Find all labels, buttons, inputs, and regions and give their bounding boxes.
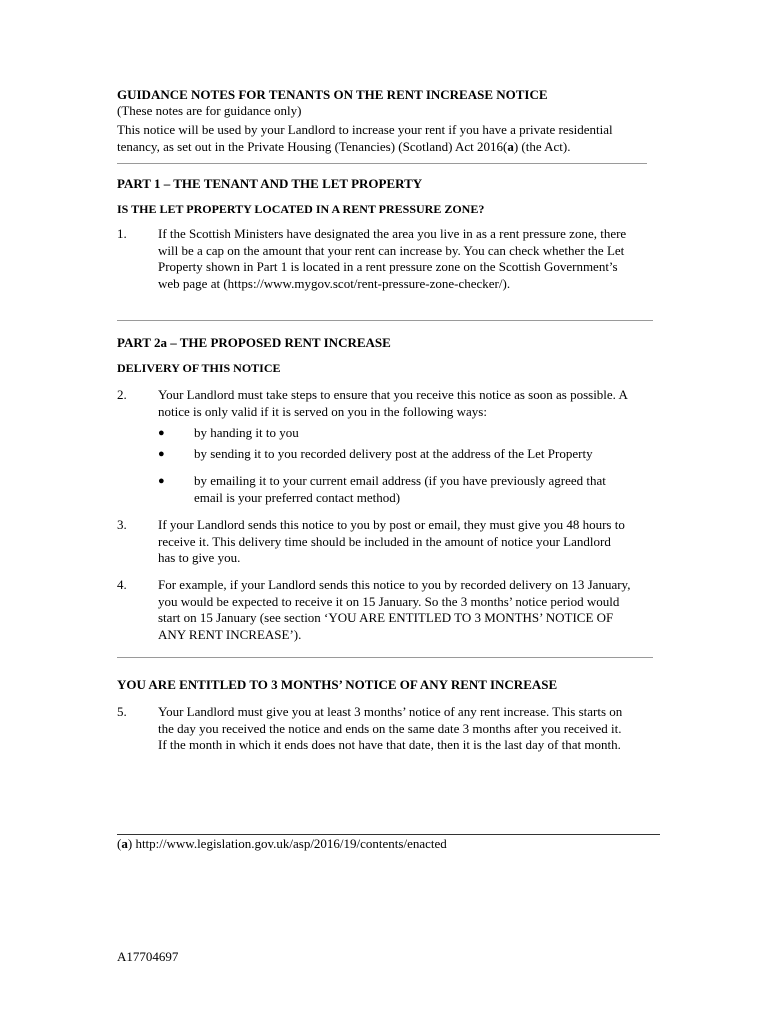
- bullet-text: [194, 473, 654, 506]
- text-line: ANY RENT INCREASE’).: [158, 626, 302, 642]
- intro-line: [117, 139, 677, 156]
- item-5-text: [158, 704, 658, 754]
- divider: [117, 320, 653, 321]
- text-line: you would be expected to receive it on 15 January. So the 3 months’ notice period would: [158, 593, 620, 609]
- footnote-ref: a: [507, 138, 514, 154]
- footnote-paren: ): [127, 836, 133, 851]
- text-line: will be a cap on the amount that your rent can increase by. You can check whether the Let: [158, 242, 625, 258]
- text-line: If the month in which it ends does not have that date, then it is the last day of that month.: [158, 737, 621, 752]
- text-line: by emailing it to your current email address (if you have previously agreed that: [194, 473, 606, 488]
- item-3-text: [158, 517, 658, 567]
- text-line: notice is only valid if it is served on you in the following ways:: [158, 403, 487, 419]
- item-4-text: [158, 577, 658, 643]
- item-number: 2.: [117, 387, 127, 402]
- footnote: [117, 836, 447, 853]
- footnote-paren: (: [117, 836, 122, 851]
- intro-paragraph: [117, 122, 677, 155]
- item-number: 4.: [117, 577, 127, 592]
- text-line: start on 15 January (see section ‘YOU ARE ENTITLED TO 3 MONTHS’ NOTICE OF: [158, 610, 614, 625]
- text-line: web page at (https://www.mygov.scot/rent-pressure-zone-checker/).: [158, 275, 511, 291]
- bullet-icon: ●: [158, 448, 165, 460]
- text-line: has to give you.: [158, 550, 241, 565]
- text-line: Your Landlord must give you at least 3 months’ notice of any rent increase. This starts on: [158, 704, 623, 719]
- text-line: For example, if your Landlord sends this notice to you by recorded delivery on 13 January,: [158, 577, 631, 592]
- text-line: If the Scottish Ministers have designated the area you live in as a rent pressure zone, there: [158, 226, 627, 241]
- item-2-text: [158, 387, 658, 420]
- text-line: receive it. This delivery time should be included in the amount of notice your Landlord: [158, 533, 611, 549]
- document-title: GUIDANCE NOTES FOR TENANTS ON THE RENT INCREASE NOTICE: [117, 87, 548, 102]
- intro-text: ) (the Act).: [513, 138, 571, 154]
- item-1-text: [158, 226, 658, 292]
- text-line: Your Landlord must take steps to ensure that you receive this notice as soon as possible. A: [158, 387, 628, 402]
- item-number: 3.: [117, 517, 127, 532]
- section-heading-part1: PART 1 – THE TENANT AND THE LET PROPERTY: [117, 176, 423, 191]
- section-heading-part2a: PART 2a – THE PROPOSED RENT INCREASE: [117, 335, 391, 350]
- item-number: 1.: [117, 226, 127, 241]
- footnote-ref: a: [121, 836, 128, 851]
- bullet-text: by handing it to you: [194, 425, 299, 440]
- item-number: 5.: [117, 704, 127, 719]
- bullet-icon: ●: [158, 475, 165, 487]
- bullet-icon: ●: [158, 427, 165, 439]
- document-reference: A17704697: [117, 949, 179, 964]
- section-heading-notice-period: YOU ARE ENTITLED TO 3 MONTHS’ NOTICE OF ANY RENT INCREASE: [117, 677, 558, 692]
- bullet-text: by sending it to you recorded delivery post at the address of the Let Property: [194, 446, 593, 461]
- text-line: the day you received the notice and ends on the same date 3 months after you received it.: [158, 720, 622, 736]
- text-line: If your Landlord sends this notice to you by post or email, they must give you 48 hours to: [158, 517, 625, 532]
- footnote-link[interactable]: http://www.legislation.gov.uk/asp/2016/19/contents/enacted: [132, 836, 447, 851]
- divider: [117, 657, 653, 658]
- text-line: email is your preferred contact method): [194, 489, 401, 505]
- footnote-separator: [117, 834, 660, 835]
- text-line: Property shown in Part 1 is located in a rent pressure zone on the Scottish Government’s: [158, 259, 618, 274]
- section-subheading-delivery: DELIVERY OF THIS NOTICE: [117, 361, 281, 375]
- divider: [117, 163, 647, 164]
- intro-line: This notice will be used by your Landlord to increase your rent if you have a private residential: [117, 122, 613, 137]
- document-subtitle: (These notes are for guidance only): [117, 103, 302, 118]
- section-subheading-rent-pressure: IS THE LET PROPERTY LOCATED IN A RENT PRESSURE ZONE?: [117, 202, 485, 216]
- intro-text: tenancy, as set out in the Private Housing (Tenancies) (Scotland) Act 2016(: [117, 138, 508, 154]
